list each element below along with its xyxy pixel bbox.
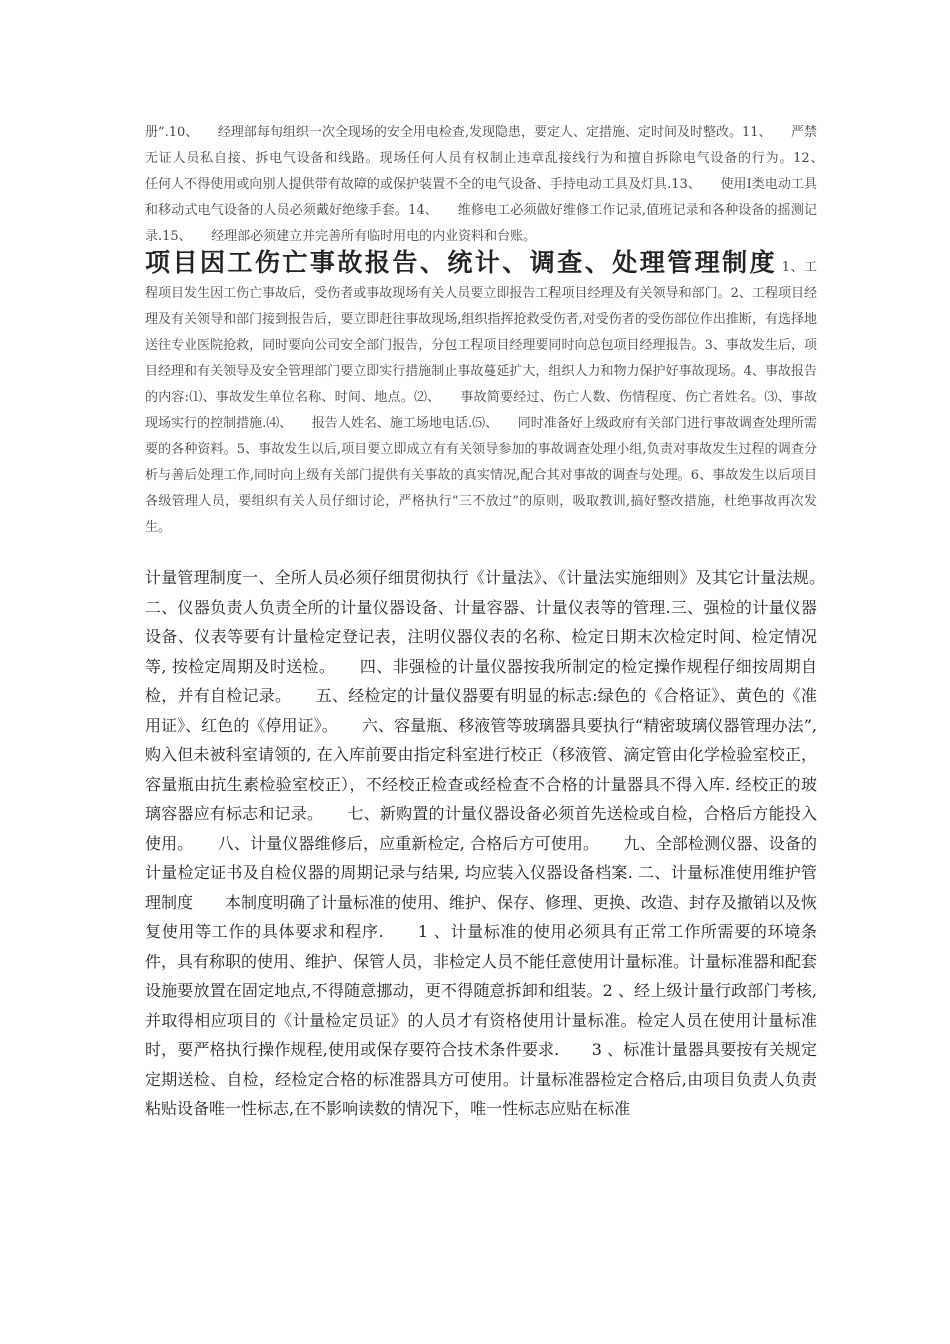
section-heading: 项目因工伤亡事故报告、统计、调查、处理管理制度 (145, 248, 778, 277)
document-page (145, 120, 850, 1140)
accident-report-section (145, 250, 817, 541)
measurement-management-text: 计量管理制度一、全所人员必须仔细贯彻执行《计量法》、《计量法实施细则》及其它计量法规。 二、仪器负责人负责全所的计量仪器设备、计量容器、计量仪表等的管理.三、强检的计量仪器设备、仪表等要有计量检定登记表，注明仪器仪表的名称、检定日期末次检定时间、检定情况等, 按检定周期及时送检。 四、非强检的计量仪器按我所制定的检定操作规程仔细按周期自检，并有自检记录。 五、经检定的计量仪器要有明显的标志:绿色的《合格证》、黄色的《准用证》、红色的《停用证》。 六、容量瓶、移液管等玻璃器具要执行“精密玻璃仪器管理办法”, 购入但未被科室请领的, 在入库前要由指定科室进行校正（移液管、滴定管由化学检验室校正，容量瓶由抗生素检验室校正），不经校正检查或经检查不合格的计量器具不得入库. 经校正的玻璃容器应有标志和记录。 七、新购置的计量仪器设备必须首先送检或自检，合格后方能投入使用。 八、计量仪器维修后，应重新检定, 合格后方可使用。 九、全部检测仪器、设备的计量检定证书及自检仪器的周期记录与结果, 均应装入仪器设备档案. 二、计量标准使用维护管理制度 本制度明确了计量标准的使用、维护、保存、修理、更换、改造、封存及撤销以及恢复使用等工作的具体要求和程序. 1 、计量标准的使用必须具有正常工作所需要的环境条件，具有称职的使用、维护、保管人员，非检定人员不能任意使用计量标准。计量标准器和配套设施要放置在固定地点,不得随意挪动，更不得随意拆卸和组装。2 、经上级计量行政部门考核,并取得相应项目的《计量检定员证》的人员才有资格使用计量标准。检定人员在使用计量标准时，要严格执行操作规程,使用或保存要符合技术条件要求. 3 、标准计量器具要按有关规定定期送检、自检，经检定合格的标准器具方可使用。计量标准器检定合格后,由项目负责人负责粘贴设备唯一性标志,在不影响读数的情况下，唯一性标志应贴在标准 (145, 568, 850, 1118)
electrical-safety-rules-text: 册”.10、 经理部每旬组织一次全现场的安全用电检查,发现隐患，要定人、定措施、定时间及时整改。11、 严禁无证人员私自接、拆电气设备和线路。现场任何人员有权制止违章乱接线行为和擅自拆除电气设备的行为。12、 任何人不得使用或向别人提供带有故障的或保护装置不全的电气设备、手持电动工具及灯具.13、 使用Ⅰ类电动工具和移动式电气设备的人员必须戴好绝缘手套。14、 维修电工必须做好维修工作记录,值班记录和各种设备的摇测记录.15、 经理部必须建立并完善所有临时用电的内业资料和台账。 (145, 125, 844, 244)
accident-report-text: 1、工程项目发生因工伤亡事故后，受伤者或事故现场有关人员要立即报告工程项目经理及有关领导和部门。2、工程项目经理及有关领导和部门接到报告后，要立即赶往事故现场,组织指挥抢救受伤者,对受伤者的受伤部位作出推断，有选择地送往专业医院抢救，同时要向公司安全部门报告，分包工程项目经理要同时向总包项目经理报告。3、事故发生后，项目经理和有关领导及安全管理部门要立即实行措施制止事故蔓延扩大，组织人力和物力保护好事故现场。4、事故报告的内容:⑴、事故发生单位名称、时间、地点。⑵、 事故简要经过、伤亡人数、伤情程度、伤亡者姓名。⑶、事故现场实行的控制措施.⑷、 报告人姓名、施工场地电话.⑸、 同时准备好上级政府有关部门进行事故调查处理所需要的各种资料。5、事故发生以后,项目要立即成立有有关领导参加的事故调查处理小组,负责对事故发生过程的调查分析与善后处理工作,同时向上级有关部门提供有关事故的真实情况,配合其对事故的调查与处理。6、事故发生以后项目各级管理人员，要组织有关人员仔细讨论，严格执行“三不放过”的原则，吸取教训,搞好整改措施，杜绝事故再次发生。 (145, 260, 817, 535)
